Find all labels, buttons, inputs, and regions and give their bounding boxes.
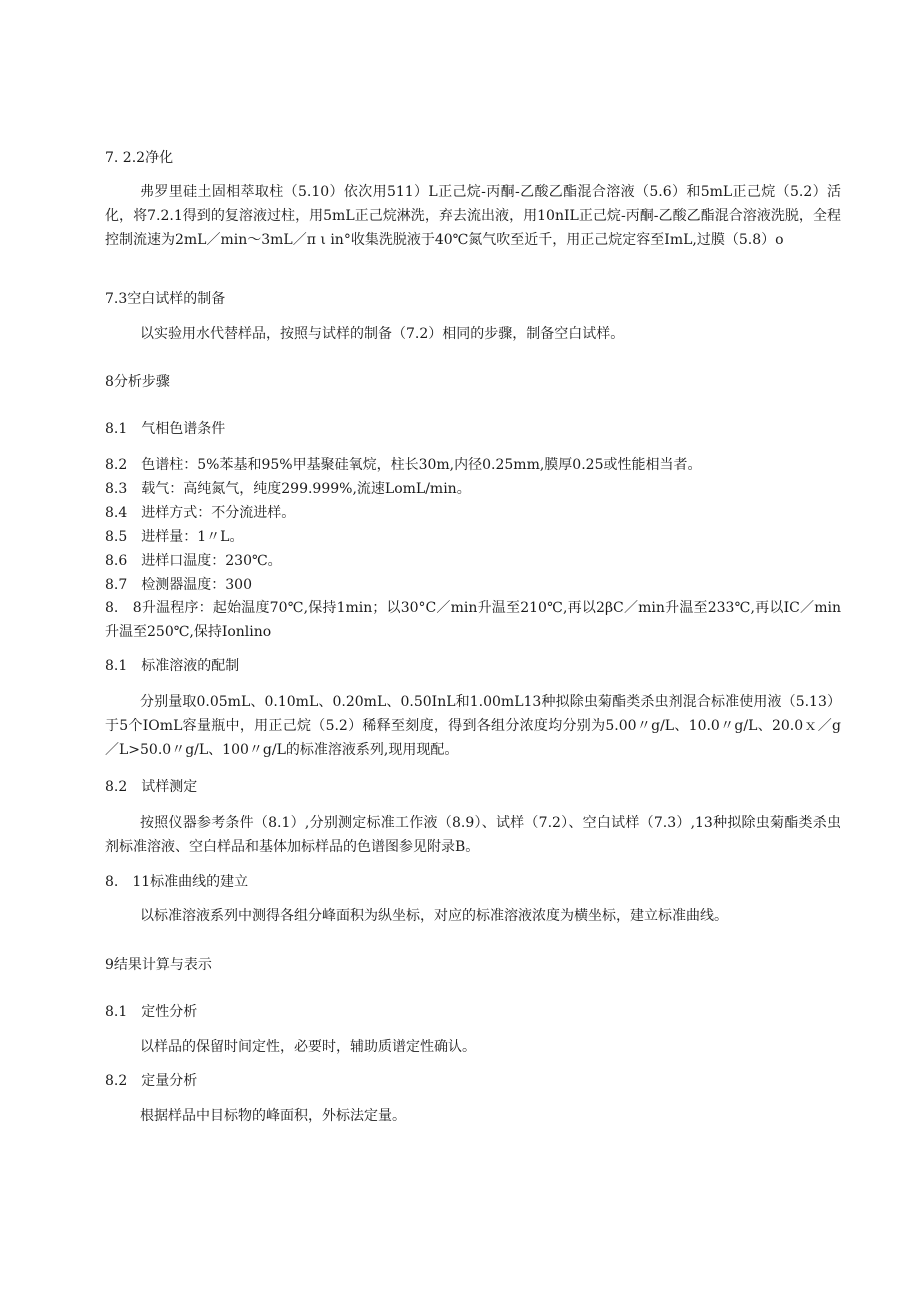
paragraph-8-11: 以标准溶液系列中测得各组分峰面积为纵坐标，对应的标准溶液浓度为横坐标，建立标准曲线。	[140, 908, 728, 924]
item-8-5: 8.5 进样量：1〃L。	[105, 529, 244, 545]
heading-8-11: 8. 11标准曲线的建立	[105, 874, 249, 890]
item-8-6: 8.6 进样口温度：230℃。	[105, 553, 282, 569]
heading-9: 9结果计算与表示	[105, 957, 212, 973]
heading-7-3: 7.3空白试样的制备	[105, 291, 226, 307]
heading-8: 8分析步骤	[105, 374, 170, 390]
heading-9-2: 8.2 定量分析	[105, 1073, 198, 1089]
item-8-8: 8. 8升温程序：起始温度70℃,保持1min；以30°C／min升温至210℃,再以2βC／min升温至233℃,再以IC／min升温至250℃,保持Ionlino	[105, 600, 841, 640]
paragraph-9-1: 以样品的保留时间定性，必要时，辅助质谱定性确认。	[140, 1039, 476, 1055]
heading-8-1-standard: 8.1 标准溶液的配制	[105, 658, 240, 674]
item-8-2: 8.2 色谱柱：5%苯基和95%甲基聚硅氧烷，柱长30m,内径0.25mm,膜厚0.25或性能相当者。	[105, 457, 702, 473]
item-8-4: 8.4 进样方式：不分流进样。	[105, 505, 296, 521]
heading-7-2-2: 7. 2.2净化	[105, 150, 174, 166]
item-8-3: 8.3 载气：高纯氮气，纯度299.999%,流速LomL/min。	[105, 481, 471, 497]
item-8-7: 8.7 检测器温度：300	[105, 577, 252, 593]
heading-8-2-sample: 8.2 试样测定	[105, 779, 198, 795]
heading-9-1: 8.1 定性分析	[105, 1004, 198, 1020]
paragraph-7-3: 以实验用水代替样品，按照与试样的制备（7.2）相同的步骤，制备空白试样。	[140, 326, 625, 342]
paragraph-8-2-sample: 按照仪器参考条件（8.1）,分别测定标准工作液（8.9）、试样（7.2）、空白试样（7.3）,13种拟除虫菊酯类杀虫剂标准溶液、空白样品和基体加标样品的色谱图参见附录B。	[105, 815, 841, 855]
item-8-1: 8.1 气相色谱条件	[105, 421, 226, 437]
paragraph-7-2-2: 弗罗里硅土固相萃取柱（5.10）依次用511）L正己烷-丙酮-乙酸乙酯混合溶液（5.6）和5mL正己烷（5.2）活化，将7.2.1得到的复溶液过柱，用5mL正己烷淋洗，弃去流出液，用10nIL正己烷-丙酮-乙酸乙酯混合溶液洗脱，全程控制流速为2mL／min～3mL／π ι in°收集洗脱液于40℃氮气吹至近千，用正己烷定容至ImL,过膜（5.8）o	[105, 184, 841, 248]
paragraph-9-2: 根据样品中目标物的峰面积，外标法定量。	[140, 1108, 406, 1124]
paragraph-8-1-standard: 分别量取0.05mL、0.10mL、0.20mL、0.50InL和1.00mL13种拟除虫菊酯类杀虫剂混合标准使用液（5.13）于5个IOmL容量瓶中，用正己烷（5.2）稀释至刻度，得到各组分浓度均分别为5.00〃g/L、10.0〃g/L、20.0ｘ／g／L>50.0〃g/L、100〃g/L的标准溶液系列,现用现配。	[105, 694, 841, 758]
